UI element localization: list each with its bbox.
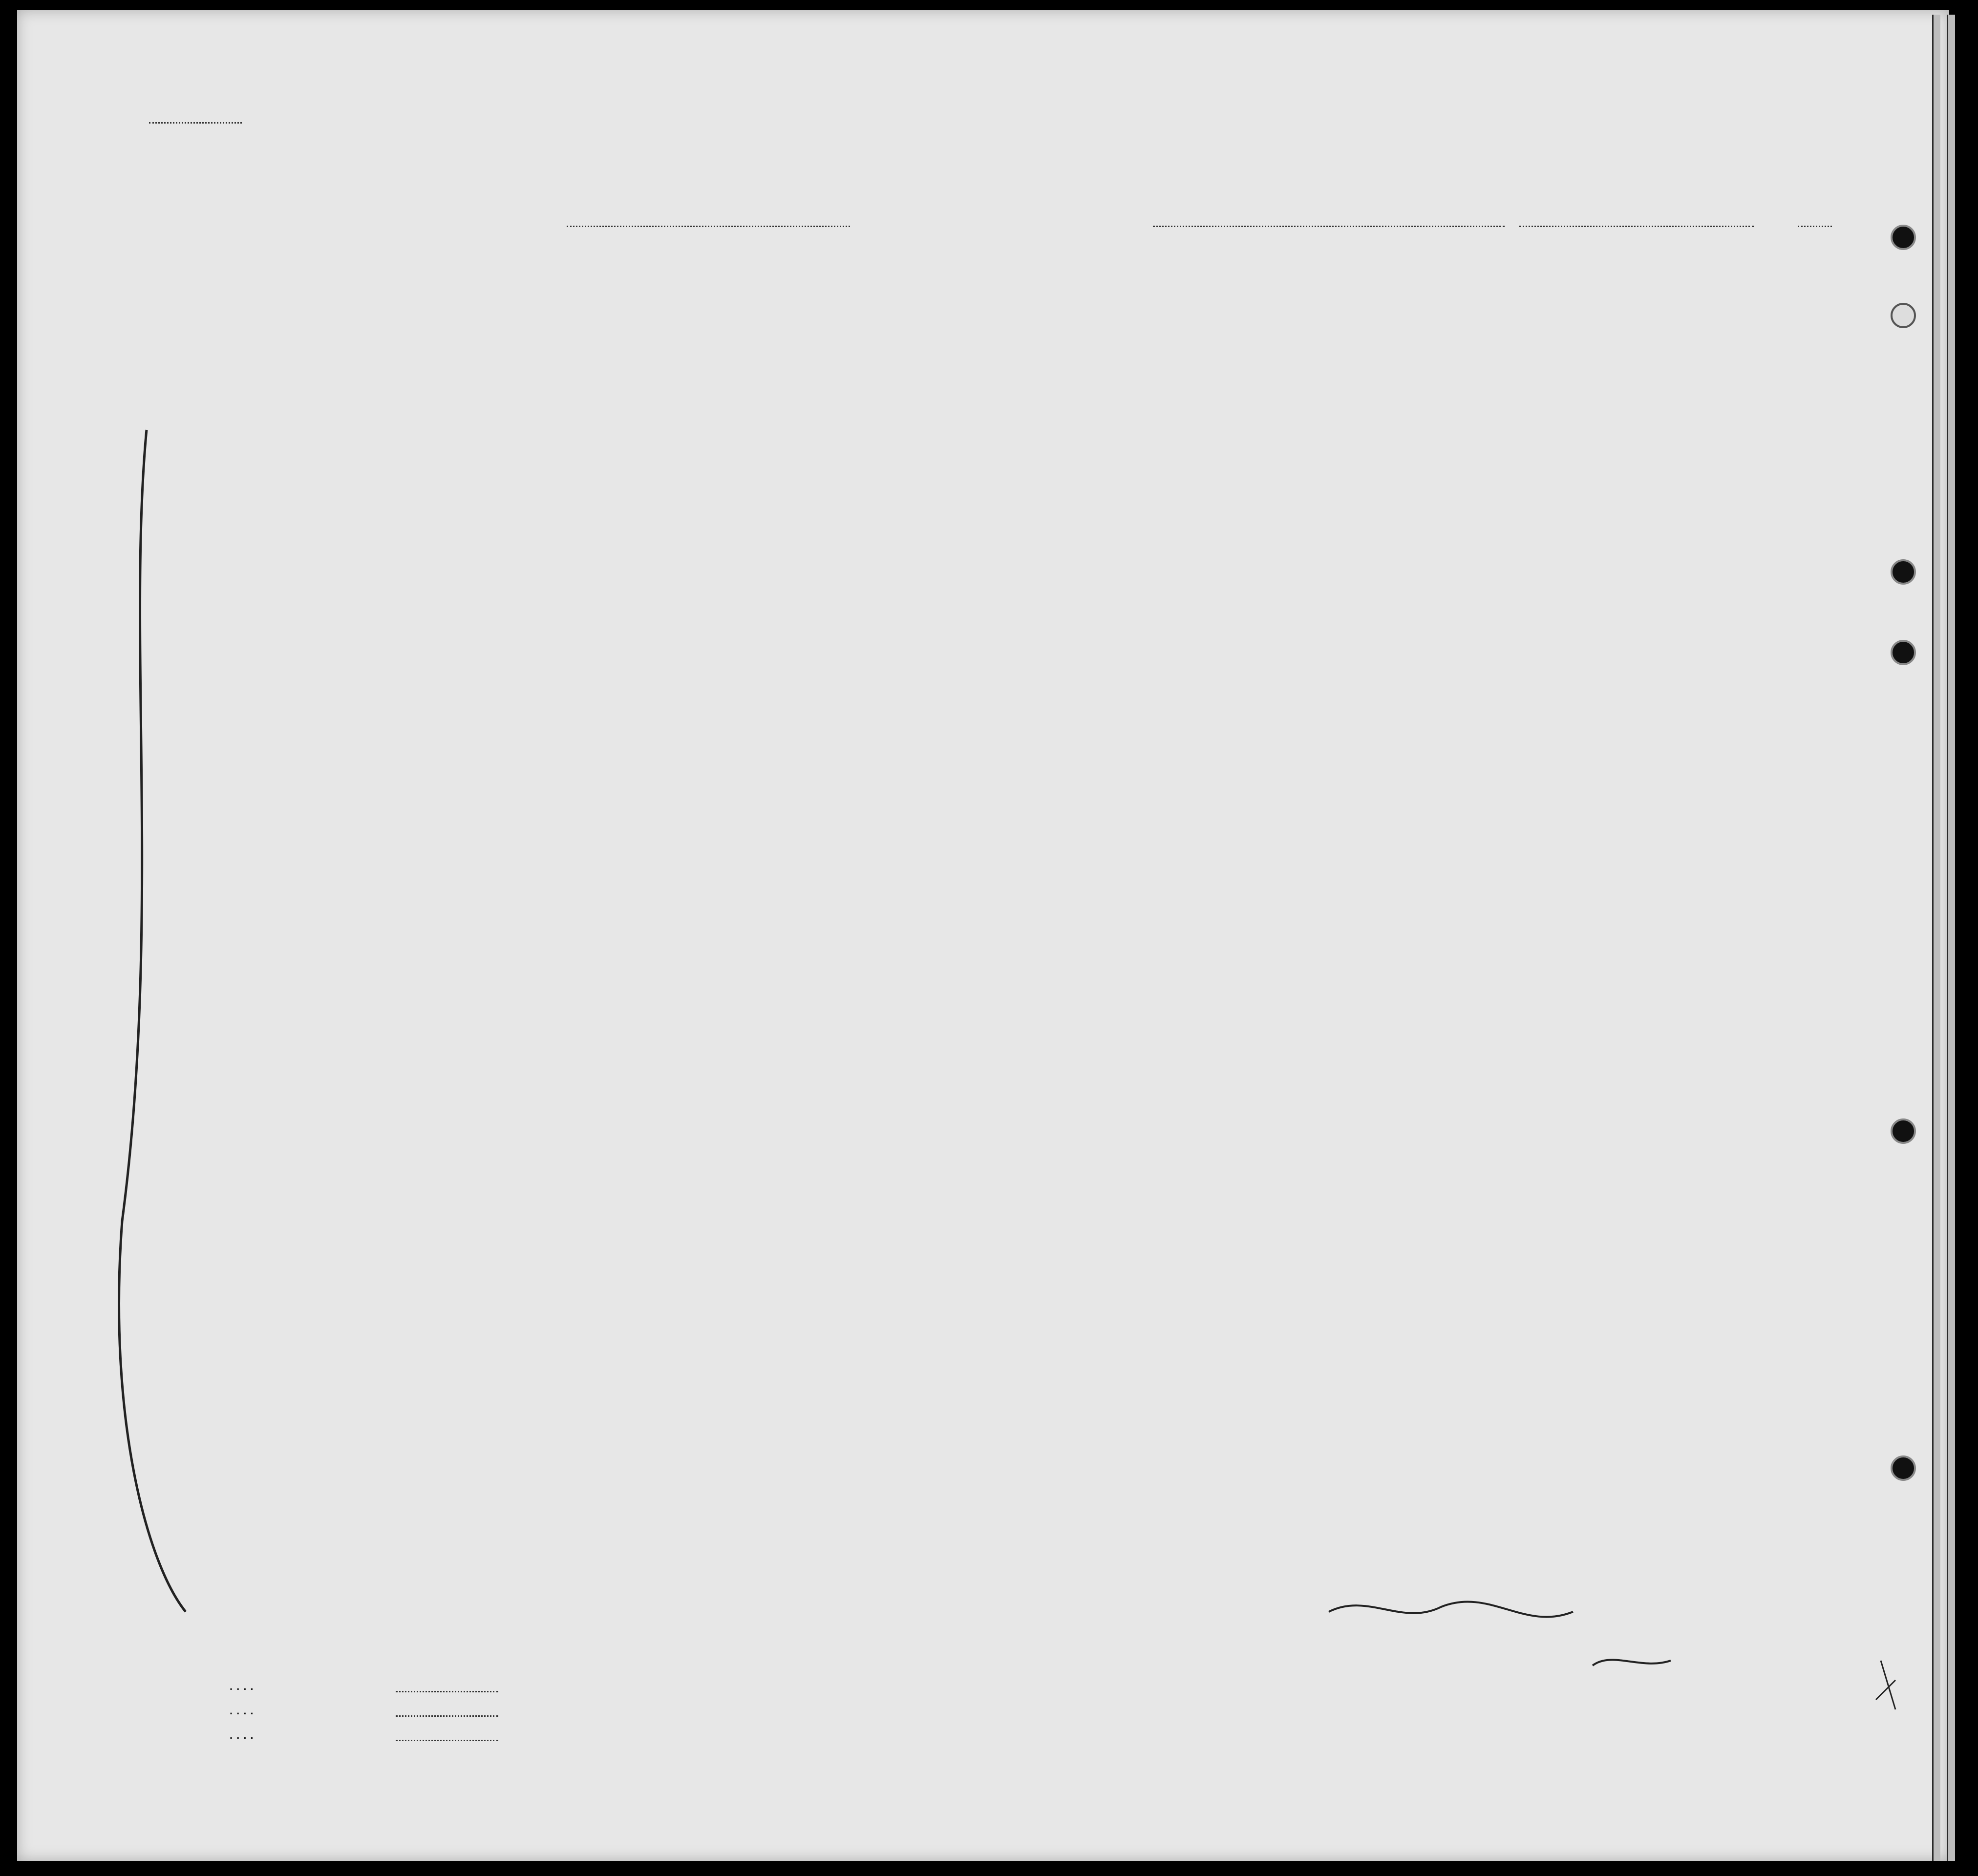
binder-hole xyxy=(1891,225,1916,250)
aliens-line xyxy=(396,1740,498,1741)
binder-hole xyxy=(1891,1455,1916,1481)
binder-hole xyxy=(1891,303,1916,328)
us-citizens-label: .... xyxy=(230,1705,257,1717)
binder-hole xyxy=(1891,640,1916,665)
total-passengers-label: .... xyxy=(230,1680,257,1692)
binder-hole xyxy=(1891,559,1916,585)
us-citizens-line xyxy=(396,1715,498,1717)
binder-hole xyxy=(1891,1118,1916,1144)
total-line xyxy=(396,1691,498,1692)
aliens-label: .... xyxy=(230,1729,257,1741)
